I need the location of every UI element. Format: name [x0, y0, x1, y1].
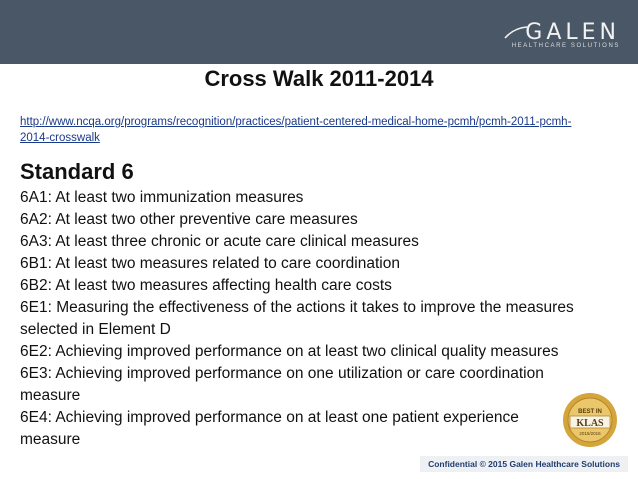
list-item: 6E2: Achieving improved performance on at least two clinical quality measures: [20, 343, 559, 360]
slide-title: Cross Walk 2011-2014: [204, 66, 434, 91]
list-item: 6A3: At least three chronic or acute care clinical measures: [20, 233, 419, 250]
list-item: 6E1: Measuring the effectiveness of the actions it takes to improve the measures selected in Element D: [20, 299, 574, 338]
best-in-klas-badge: [562, 392, 618, 448]
galen-logo: [510, 20, 620, 50]
header-bar: [0, 0, 638, 64]
measure-list: [20, 187, 580, 451]
list-item: 6B2: At least two measures affecting health care costs: [20, 277, 392, 294]
logo-tagline: HEALTHCARE SOLUTIONS: [511, 43, 620, 49]
badge-line1: BEST IN: [578, 409, 602, 415]
list-item: 6B1: At least two measures related to care coordination: [20, 255, 400, 272]
crosswalk-link[interactable]: http://www.ncqa.org/programs/recognition/practices/patient-centered-medical-home-pcmh/pcmh-2011-pcmh-2014-crosswalk: [20, 116, 572, 144]
badge-line2: KLAS: [576, 418, 604, 429]
footer-confidential: Confidential © 2015 Galen Healthcare Solutions: [420, 456, 628, 472]
badge-line3: 2015/2016: [579, 431, 601, 436]
list-item: 6A2: At least two other preventive care measures: [20, 211, 358, 228]
standard-heading: Standard 6: [20, 159, 134, 184]
list-item: 6A1: At least two immunization measures: [20, 189, 304, 206]
list-item: 6E4: Achieving improved performance on at least one patient experience measure: [20, 409, 519, 448]
list-item: 6E3: Achieving improved performance on one utilization or care coordination measure: [20, 365, 544, 404]
logo-wordmark: GALEN: [525, 20, 620, 45]
